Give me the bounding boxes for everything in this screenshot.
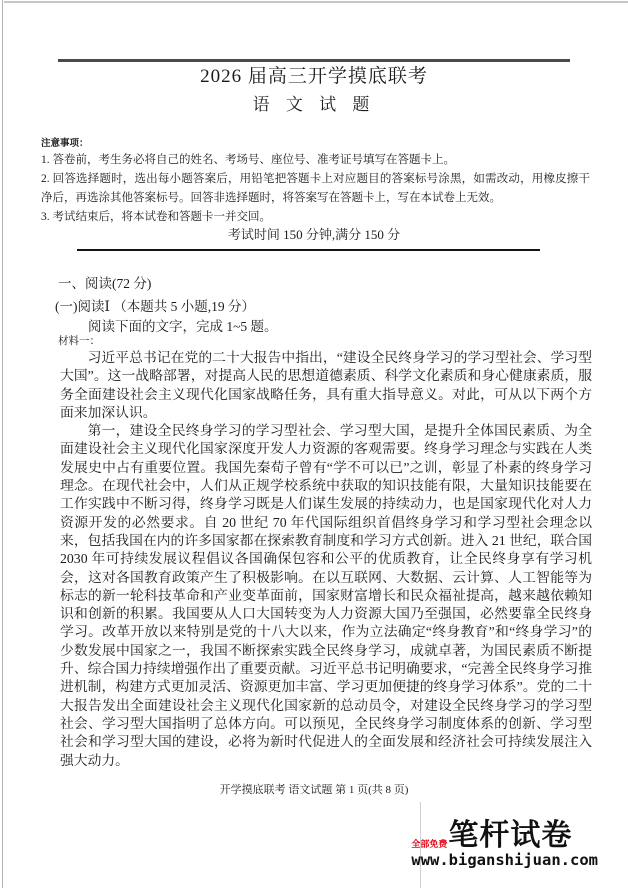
header-rule — [58, 59, 570, 62]
page-scan-top-edge — [4, 1, 628, 3]
subsection-heading: (一)阅读Ⅰ （本题共 5 小题,19 分） — [55, 299, 255, 314]
notice-section — [41, 138, 590, 227]
reading-material-body — [60, 349, 592, 770]
notice-item-2: 2. 回答选择题时，选出每小题答案后，用铅笔把答题卡上对应题目的答案标号涂黑，如需改动，用橡皮擦干净后，再选涂其他答案标号。回答非选择题时，将答案写在答题卡上，写在本试卷上无效。 — [41, 173, 590, 204]
page-subtitle: 语 文 试 题 — [252, 95, 376, 114]
watermark-tagline: 全部免费 — [411, 839, 448, 849]
divider-rule — [77, 249, 540, 251]
page-title: 2026 届高三开学摸底联考 — [200, 66, 428, 87]
material-label: 材料一： — [58, 336, 100, 347]
reading-instruction: 阅读下面的文字，完成 1~5 题。 — [88, 319, 278, 334]
notice-item-1: 1. 答卷前，考生务必将自己的姓名、考场号、座位号、准考证号填写在答题卡上。 — [41, 154, 455, 166]
notice-item-3: 3. 考试结束后，将本试卷和答题卡一并交回。 — [41, 211, 271, 223]
page-footer: 开学摸底联考 语文试题 第 1 页(共 8 页) — [219, 784, 409, 796]
header — [0, 0, 628, 114]
watermark — [411, 820, 598, 869]
page-scan-left-edge — [2, 0, 3, 888]
material-paragraph-2: 第一，建设全民终身学习的学习型社会、学习型大国，是提升全体国民素质、为全面建设社会主义现代化国家深度开发人力资源的客观需要。终身学习理念与实践在人类发展史中占有重要位置。我国先秦荀子曾有“学不可以已”之训，彰显了朴素的终身学习理念。在现代社会中，人们从正规学校系统中获取的知识技能有限，大量知识技能要在工作实践中不断习得，终身学习既是人们谋生发展的持续动力，也是国家现代化对人力资源开发的必然要求。自 20 世纪 70 年代国际组织首倡终身学习和学习型社会理念以来，包括我国在内的许多国家都在探索教育制度和学习方式创新。进入 21 世纪，联合国 2030 年可持续发展议程倡议各国确保包容和公平的优质教育，让全民终身享有学习机会，这对各国教育政策产生了积极影响。在以互联网、大数据、云计算、人工智能等为标志的新一轮科技革命和产业变革面前，国家财富增长和民众福祉提高，越来越依赖知识和创新的积累。我国要从人口大国转变为人力资源大国乃至强国，必然要靠全民终身学习。改革开放以来特别是党的十八大以来，作为立法确定“终身教育”和“终身学习”的少数发展中国家之一，我国不断探索实践全民终身学习，成就卓著，为国民素质不断提升、综合国力持续增强作出了重要贡献。习近平总书记明确要求，“完善全民终身学习推进机制，构建方式更加灵活、资源更加丰富、学习更加便捷的终身学习体系”。党的二十大报告发出全面建设社会主义现代化国家新的总动员令，对建设全民终身学习的学习型社会、学习型大国指明了总体方向。可以预见，全民终身学习制度体系的创新、学习型社会和学习型大国的建设，必将为新时代促进人的全面发展和经济社会可持续发展注入强大动力。 — [60, 423, 592, 768]
exam-time-line: 考试时间 150 分钟,满分 150 分 — [227, 227, 401, 242]
watermark-url: www.biganshijuan.com — [411, 851, 598, 869]
section-heading: 一、阅读(72 分) — [58, 276, 152, 291]
notice-heading: 注意事项： — [41, 139, 89, 149]
watermark-brand-logo: 笔杆试卷 — [448, 818, 573, 853]
watermark-top-row — [411, 820, 598, 852]
material-paragraph-1: 习近平总书记在党的二十大报告中指出，“建设全民终身学习的学习型社会、学习型大国”。这一战略部署，对提高人民的思想道德素质、科学文化素质和身心健康素质，服务全面建设社会主义现代化国家战略任务，具有重大指导意义。对此，可从以下两个方面来加深认识。 — [60, 350, 592, 420]
